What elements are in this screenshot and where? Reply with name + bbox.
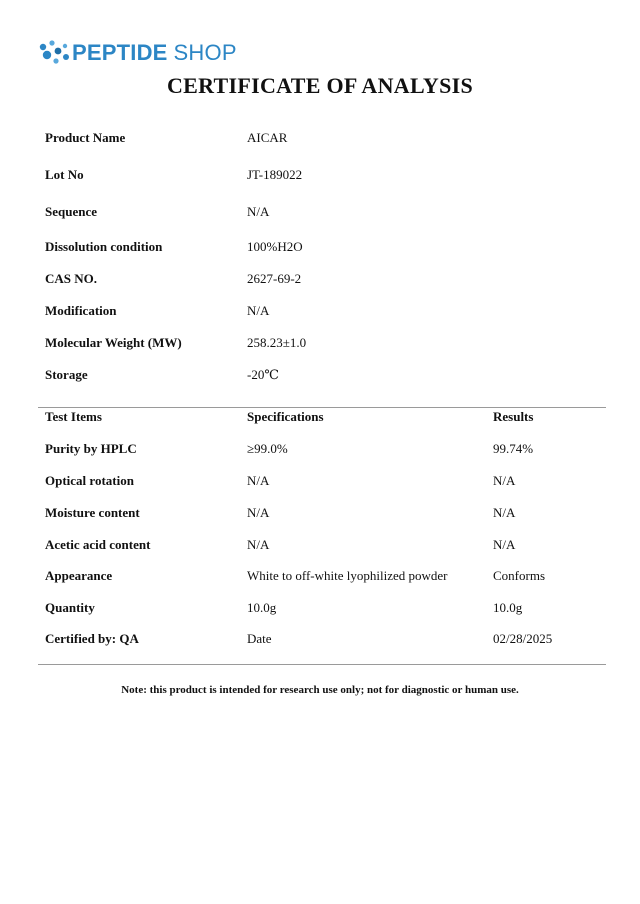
date-value: 02/28/2025 (493, 631, 553, 646)
info-row-storage (0, 365, 640, 385)
disclaimer-note: Note: this product is intended for research use only; not for diagnostic or human use. (121, 684, 519, 696)
info-value: -20℃ (247, 367, 279, 382)
certified-by-label: Certified by: QA (45, 631, 139, 646)
test-spec: N/A (247, 537, 270, 552)
certification-row (0, 629, 640, 649)
info-label: Product Name (45, 130, 126, 145)
info-row-molecular-weight (0, 333, 640, 353)
test-spec: N/A (247, 473, 270, 488)
info-value: 258.23±1.0 (247, 335, 307, 350)
info-value: 100%H2O (247, 239, 303, 254)
footer-divider (38, 664, 606, 665)
test-spec: N/A (247, 505, 270, 520)
test-item: Moisture content (45, 505, 140, 520)
info-value: 2627-69-2 (247, 271, 302, 286)
info-value: JT-189022 (247, 167, 303, 182)
info-row-product-name (0, 128, 640, 148)
tests-header-item: Test Items (45, 409, 102, 424)
logo (38, 38, 237, 68)
info-label: Molecular Weight (MW) (45, 335, 182, 350)
test-row-appearance (0, 566, 640, 586)
test-row-purity (0, 439, 640, 459)
test-row-optical-rotation (0, 471, 640, 491)
logo-text-light: SHOP (173, 40, 237, 65)
test-row-moisture (0, 503, 640, 523)
info-row-dissolution (0, 237, 640, 257)
info-value: N/A (247, 303, 270, 318)
date-label: Date (247, 631, 272, 646)
test-result: N/A (493, 537, 516, 552)
test-result: N/A (493, 473, 516, 488)
info-value: N/A (247, 204, 270, 219)
test-result: 99.74% (493, 441, 534, 456)
logo-text-bold: PEPTIDE (72, 40, 168, 65)
test-item: Acetic acid content (45, 537, 151, 552)
test-spec: ≥99.0% (247, 441, 288, 456)
info-label: Lot No (45, 167, 84, 182)
test-row-acetic-acid (0, 535, 640, 555)
info-row-cas-no (0, 269, 640, 289)
test-spec: 10.0g (247, 600, 277, 615)
info-label: Dissolution condition (45, 239, 163, 254)
info-label: Modification (45, 303, 117, 318)
logo-wordmark (72, 38, 237, 68)
tests-header-result: Results (493, 409, 534, 424)
page-title: CERTIFICATE OF ANALYSIS (166, 73, 474, 98)
test-item: Appearance (45, 568, 113, 583)
tests-header-row (0, 407, 640, 427)
info-row-lot-no (0, 165, 640, 185)
test-result: 10.0g (493, 600, 523, 615)
test-row-quantity (0, 598, 640, 618)
test-result: N/A (493, 505, 516, 520)
test-result: Conforms (493, 568, 545, 583)
info-label: CAS NO. (45, 271, 98, 286)
info-label: Sequence (45, 204, 97, 219)
test-spec: White to off-white lyophilized powder (247, 568, 448, 583)
test-item: Purity by HPLC (45, 441, 137, 456)
test-item: Quantity (45, 600, 95, 615)
info-label: Storage (45, 367, 88, 382)
tests-header-spec: Specifications (247, 409, 324, 424)
info-row-sequence (0, 202, 640, 222)
test-item: Optical rotation (45, 473, 134, 488)
info-value: AICAR (247, 130, 288, 145)
info-row-modification (0, 301, 640, 321)
molecule-logo-icon (38, 38, 72, 68)
